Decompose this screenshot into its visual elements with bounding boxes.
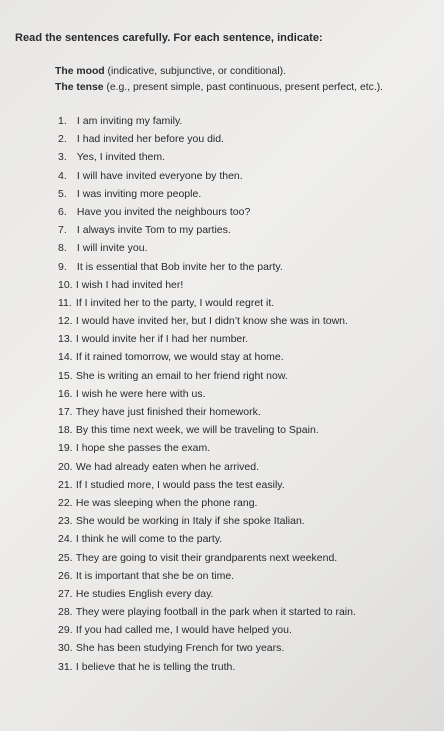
- sentence-item: [58, 458, 356, 476]
- sentence-list: [58, 112, 356, 676]
- sentence-number: 14.: [58, 351, 73, 364]
- sentence-item: [58, 439, 356, 457]
- sentence-text: If you had called me, I would have helped you.: [75, 624, 292, 637]
- sentence-item: [58, 312, 356, 330]
- sentence-text: I would have invited her, but I didn’t know she was in town.: [75, 315, 348, 328]
- sentence-item: [58, 403, 356, 421]
- sentence-item: [58, 585, 356, 603]
- criteria-tense-detail: (e.g., present simple, past continuous, present perfect, etc.).: [103, 82, 384, 93]
- sentence-number: 30.: [58, 642, 73, 655]
- sentence-number: 3.: [58, 151, 67, 164]
- sentence-text: I always invite Tom to my parties.: [76, 224, 231, 237]
- sentence-number: 5.: [58, 187, 67, 200]
- sentence-item: [58, 494, 356, 512]
- sentence-number: 8.: [58, 242, 67, 255]
- sentence-number: 6.: [58, 205, 67, 218]
- sentence-number: 12.: [58, 315, 73, 328]
- sentence-text: They are going to visit their grandparents next weekend.: [75, 551, 338, 564]
- sentence-text: I would invite her if I had her number.: [75, 333, 249, 346]
- sentence-number: 2.: [58, 133, 67, 146]
- sentence-number: 29.: [58, 624, 73, 637]
- sentence-item: [58, 567, 356, 585]
- sentence-text: I wish he were here with us.: [75, 387, 206, 400]
- sentence-number: 25.: [58, 551, 73, 564]
- sentence-item: [58, 148, 356, 166]
- sentence-text: I am inviting my family.: [76, 115, 183, 127]
- sentence-item: [58, 512, 356, 530]
- sentence-number: 10.: [58, 278, 73, 291]
- sentence-number: 18.: [58, 424, 73, 437]
- sentence-number: 31.: [58, 660, 73, 673]
- criteria-tense: [55, 80, 383, 96]
- sentence-text: I was inviting more people.: [76, 187, 202, 200]
- sentence-text: He studies English every day.: [75, 587, 214, 600]
- sentence-item: [58, 203, 356, 221]
- instruction-heading: Read the sentences carefully. For each sentence, indicate:: [15, 32, 323, 44]
- sentence-text: If I invited her to the party, I would regret it.: [75, 296, 275, 309]
- sentence-number: 9.: [58, 260, 67, 273]
- sentence-item: [58, 130, 356, 148]
- sentence-item: [58, 185, 356, 203]
- sentence-text: She would be working in Italy if she spoke Italian.: [75, 515, 305, 528]
- sentence-text: If it rained tomorrow, we would stay at home.: [75, 351, 284, 364]
- sentence-text: I will have invited everyone by then.: [76, 169, 243, 182]
- sentence-text: He was sleeping when the phone rang.: [75, 496, 258, 509]
- sentence-number: 16.: [58, 387, 73, 400]
- sentence-number: 28.: [58, 606, 73, 619]
- sentence-number: 7.: [58, 224, 67, 237]
- sentence-text: It is important that she be on time.: [75, 569, 235, 582]
- sentence-number: 22.: [58, 496, 73, 509]
- sentence-item: [58, 112, 356, 130]
- sentence-text: If I studied more, I would pass the test easily.: [75, 478, 285, 491]
- sentence-item: [58, 621, 356, 639]
- sentence-text: By this time next week, we will be traveling to Spain.: [75, 424, 319, 437]
- sentence-number: 24.: [58, 533, 73, 546]
- sentence-item: [58, 258, 356, 276]
- sentence-number: 17.: [58, 406, 73, 418]
- sentence-text: They were playing football in the park when it started to rain.: [75, 606, 356, 619]
- sentence-number: 20.: [58, 460, 73, 473]
- sentence-number: 26.: [58, 569, 73, 582]
- sentence-text: She has been studying French for two years.: [75, 642, 285, 655]
- sentence-item: [58, 639, 356, 657]
- sentence-item: [58, 348, 356, 366]
- sentence-number: 4.: [58, 169, 67, 182]
- sentence-number: 27.: [58, 587, 73, 600]
- sentence-item: [58, 530, 356, 548]
- criteria-mood: [55, 64, 383, 80]
- sentence-item: [58, 276, 356, 294]
- criteria-block: [55, 64, 383, 96]
- sentence-number: 11.: [58, 296, 72, 309]
- sentence-number: 13.: [58, 333, 73, 346]
- sentence-item: [58, 385, 356, 403]
- sentence-item: [58, 330, 356, 348]
- sentence-number: 19.: [58, 442, 73, 455]
- sentence-item: [58, 658, 356, 676]
- criteria-mood-term: The mood: [55, 66, 105, 77]
- sentence-item: [58, 476, 356, 494]
- sentence-item: [58, 221, 356, 239]
- sentence-text: I think he will come to the party.: [75, 533, 223, 546]
- sentence-number: 15.: [58, 369, 73, 382]
- sentence-item: [58, 421, 356, 439]
- sentence-number: 21.: [58, 478, 73, 491]
- sentence-text: I wish I had invited her!: [75, 278, 184, 291]
- sentence-text: I hope she passes the exam.: [75, 442, 211, 455]
- sentence-text: They have just finished their homework.: [75, 406, 261, 418]
- sentence-text: I believe that he is telling the truth.: [75, 660, 236, 673]
- sentence-item: [58, 167, 356, 185]
- sentence-number: 1.: [58, 115, 67, 127]
- sentence-number: 23.: [58, 515, 73, 528]
- sentence-item: [58, 603, 356, 621]
- criteria-mood-detail: (indicative, subjunctive, or conditional).: [104, 66, 286, 77]
- sentence-text: Yes, I invited them.: [76, 151, 166, 164]
- sentence-item: [58, 549, 356, 567]
- criteria-tense-term: The tense: [55, 82, 104, 93]
- sentence-item: [58, 239, 356, 257]
- sentence-text: I had invited her before you did.: [76, 133, 225, 146]
- sentence-text: We had already eaten when he arrived.: [75, 460, 260, 473]
- sentence-text: Have you invited the neighbours too?: [76, 205, 251, 218]
- sentence-text: I will invite you.: [76, 242, 148, 255]
- sentence-item: [58, 367, 356, 385]
- sentence-text: She is writing an email to her friend right now.: [75, 369, 288, 382]
- sentence-item: [58, 294, 356, 312]
- sentence-text: It is essential that Bob invite her to the party.: [76, 260, 283, 273]
